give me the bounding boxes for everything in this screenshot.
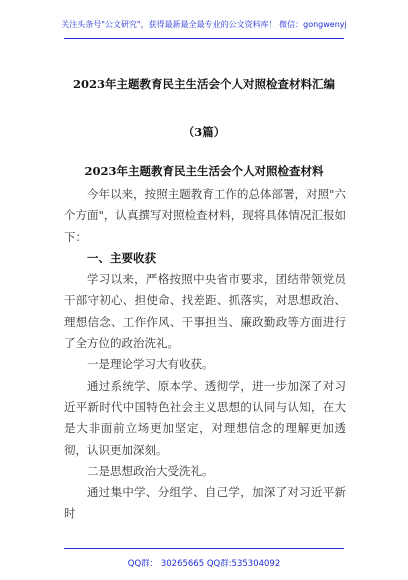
footer-divider [64, 548, 344, 549]
body-paragraph: 通过系统学、原本学、透彻学，进一步加深了对习近平新时代中国特色社会主义思想的认同与认知，在大是大非面前立场更加坚定，对理想信念的理解更加透彻，认识更加深刻。 [64, 378, 346, 457]
header-note: 关注头条号"公文研究"，获得最新最全最专业的公文资料库！ 微信：gongwenyj [61, 20, 347, 29]
intro-paragraph: 今年以来，按照主题教育工作的总体部署，对照"六个方面"，认真撰写对照检查材料，现将具体情况汇报如下： [64, 187, 346, 244]
document-count: （3篇） [182, 125, 226, 139]
document-body [64, 184, 346, 525]
document-title: 2023年主题教育民主生活会个人对照检查材料汇编 [72, 77, 335, 91]
header-divider [64, 38, 344, 39]
article-title: 2023年主题教育民主生活会个人对照检查材料 [84, 164, 324, 178]
subheading-paragraph: 二是思想政治大受洗礼。 [87, 463, 214, 478]
section-heading: 一、主要收获 [87, 250, 156, 265]
subheading-paragraph: 一是理论学习大有收获。 [87, 357, 214, 372]
body-paragraph: 通过集中学、分组学、自己学，加深了对习近平新时 [64, 485, 346, 521]
body-paragraph: 学习以来，严格按照中央省市要求，团结带领党员干部守初心、担使命、找差距、抓落实，对思想政治、理想信念、工作作风、干事担当、廉政勤政等方面进行了全方位的政治洗礼。 [64, 272, 346, 351]
footer-note: QQ群： 30265665 QQ群:535304092 [127, 559, 281, 569]
